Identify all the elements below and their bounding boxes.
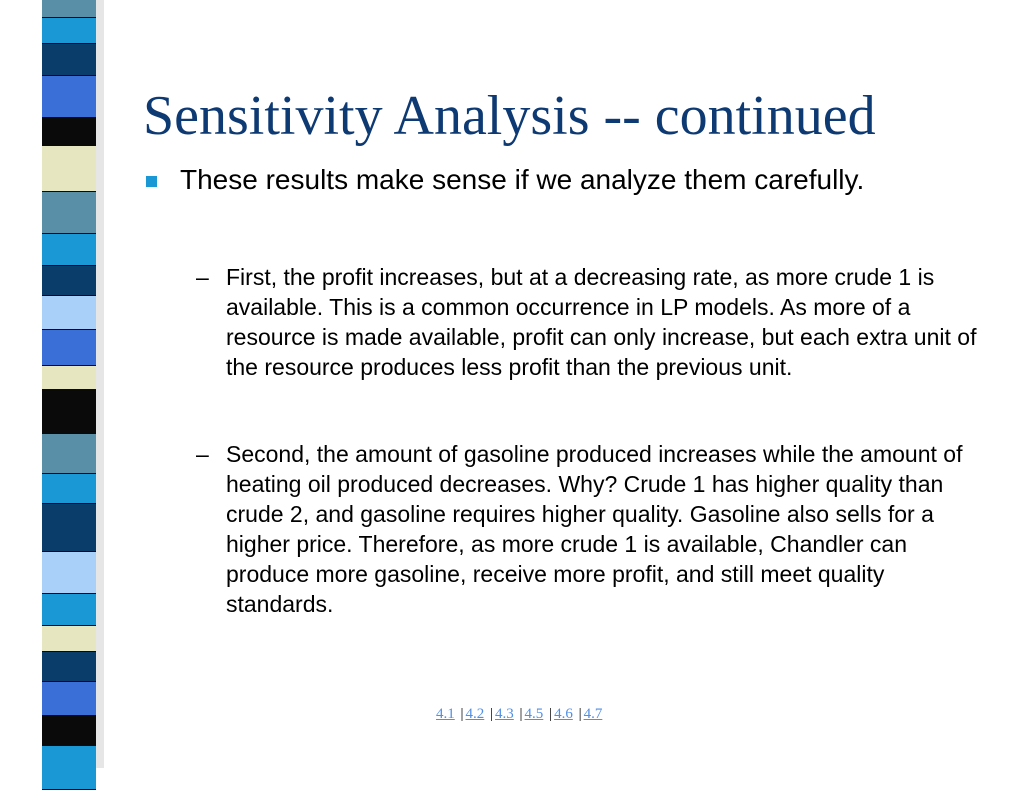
nav-separator: | <box>578 706 582 722</box>
nav-separator: | <box>490 706 494 722</box>
nav-link-4-7[interactable]: 4.7 <box>583 706 603 722</box>
stripe-shadow <box>96 0 104 768</box>
stripe-segment <box>42 44 96 76</box>
sub-bullet <box>196 262 986 382</box>
stripe-segment <box>42 296 96 330</box>
stripe-segment <box>42 0 96 18</box>
sub-bullet-text: First, the profit increases, but at a decreasing rate, as more crude 1 is available. This is a common occurrence in LP models. As more of a resource is made available, profit can only increase, but each extra unit of the resource produces less profit than the previous unit. <box>226 264 977 380</box>
stripe-segment <box>42 682 96 716</box>
stripe-segment <box>42 390 96 434</box>
stripe-segment <box>42 234 96 266</box>
main-bullet <box>146 164 966 196</box>
stripe-segment <box>42 504 96 552</box>
stripe-segment <box>42 652 96 682</box>
sub-bullet <box>196 439 986 619</box>
square-bullet-icon <box>146 176 157 187</box>
nav-link-4-2[interactable]: 4.2 <box>465 706 485 722</box>
stripe-segment <box>42 474 96 504</box>
stripe-segment <box>42 146 96 192</box>
stripe-segment <box>42 716 96 746</box>
sub-bullet-text: Second, the amount of gasoline produced increases while the amount of heating oil produced decreases. Why? Crude 1 has higher quality than crude 2, and gasoline requires higher quality. Gasoline also sells for a higher price. Therefore, as more crude 1 is available, Chandler can produce more gasoline, receive more profit, and still meet quality standards. <box>226 441 963 617</box>
dash-bullet-icon: – <box>196 441 209 467</box>
stripe-segment <box>42 18 96 44</box>
nav-separator: | <box>519 706 523 722</box>
stripe-segment <box>42 626 96 652</box>
stripe-segment <box>42 266 96 296</box>
main-bullet-text: These results make sense if we analyze them carefully. <box>180 164 865 195</box>
stripe-segment <box>42 330 96 366</box>
nav-separator: | <box>460 706 464 722</box>
decorative-stripe <box>42 0 96 768</box>
nav-link-4-3[interactable]: 4.3 <box>495 706 514 722</box>
nav-link-4-5[interactable]: 4.5 <box>524 706 544 722</box>
stripe-segment <box>42 118 96 146</box>
nav-separator: | <box>549 706 553 722</box>
dash-bullet-icon: – <box>196 264 209 290</box>
stripe-segment <box>42 366 96 390</box>
stripe-segment <box>42 746 96 790</box>
stripe-segment <box>42 76 96 118</box>
stripe-segment <box>42 434 96 474</box>
slide-navigation <box>436 706 602 723</box>
nav-link-4-6[interactable]: 4.6 <box>554 706 573 722</box>
stripe-segment <box>42 192 96 234</box>
stripe-segment <box>42 552 96 594</box>
stripe-segment <box>42 594 96 626</box>
nav-link-4-1[interactable]: 4.1 <box>436 706 455 722</box>
slide-title: Sensitivity Analysis -- continued <box>143 85 876 147</box>
